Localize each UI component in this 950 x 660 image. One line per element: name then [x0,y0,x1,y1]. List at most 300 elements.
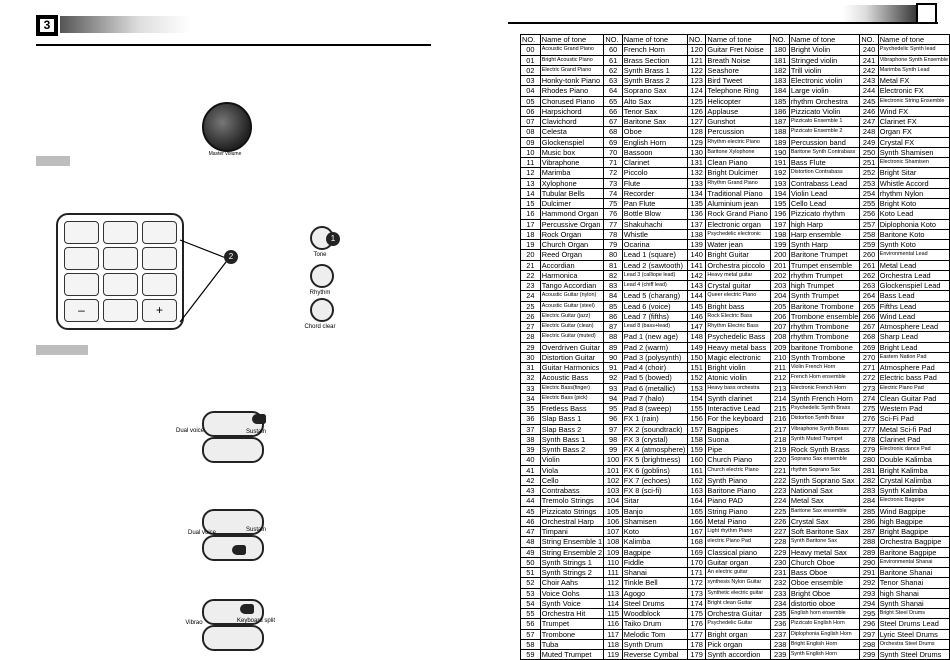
tone-number: 152 [688,373,706,383]
table-row [521,598,950,608]
tone-number: 83 [604,281,622,291]
tone-number: 290 [860,557,878,567]
tone-number: 299 [860,650,878,660]
tone-number: 171 [688,568,706,578]
tone-name: Clarinet Pad [878,434,949,444]
tone-name: Xylophone [540,178,604,188]
tone-number: 266 [860,311,878,321]
tone-number: 185 [771,96,789,106]
tone-name: Taiko Drum [622,619,687,629]
tone-number: 283 [860,486,878,496]
tone-name: Magic electronic [706,352,771,362]
tone-number: 222 [771,475,789,485]
tone-number: 16 [521,209,541,219]
tone-number: 78 [604,229,622,239]
tone-number: 95 [604,404,622,414]
tone-name: Reed Organ [540,250,604,260]
tone-number: 88 [604,332,622,342]
tone-name: Bagpipes [706,424,771,434]
tone-name: Trill violin [789,65,860,75]
tone-number: 284 [860,496,878,506]
tone-name: Electric Bass (pick) [540,393,604,403]
tone-number: 216 [771,414,789,424]
keyboard-split-button-bottom[interactable] [202,625,264,651]
column-header-name: Name of tone [540,35,604,45]
tone-name: Chorused Piano [540,96,604,106]
tone-name: Bright English Horn [789,639,860,649]
tone-number: 76 [604,209,622,219]
tone-name: Organ FX [878,127,949,137]
tone-name: Synth Muted Trumpet [789,434,860,444]
rhythm-button[interactable] [310,264,334,288]
callout-2-hand: 2 [224,250,238,264]
tone-number: 54 [521,598,541,608]
tone-name: Orchestra Guitar [706,609,771,619]
table-row [521,86,950,96]
tone-number: 74 [604,188,622,198]
tone-number: 232 [771,578,789,588]
tone-name: Interactive Lead [706,404,771,414]
tone-name: Synth Soprano Sax [789,475,860,485]
tone-name: Pan Flute [622,199,687,209]
tone-name: Violin Lead [789,188,860,198]
tone-number: 159 [688,445,706,455]
left-page [0,0,470,660]
tone-name: Choir Aahs [540,578,604,588]
tone-number: 81 [604,260,622,270]
tone-name: Viola [540,465,604,475]
tone-name: FX 5 (brightness) [622,455,687,465]
tone-name: Cello Lead [789,199,860,209]
tone-number: 117 [604,629,622,639]
keyboard-split-label: Keyboard split [236,618,276,624]
tone-number: 144 [688,291,706,301]
column-header-name: Name of tone [789,35,860,45]
tone-number: 153 [688,383,706,393]
tone-number: 42 [521,475,541,485]
tone-number: 217 [771,424,789,434]
tone-number: 127 [688,117,706,127]
table-row [521,516,950,526]
tone-number: 69 [604,137,622,147]
sustain-button-bottom[interactable] [202,437,264,463]
tone-name: Slap Bass 2 [540,424,604,434]
tone-name: Atonic violin [706,373,771,383]
tone-name: Lead 3 (calliope lead) [622,270,687,280]
tone-name: Guitar Fret Noise [706,45,771,55]
keypad-key[interactable] [103,273,138,296]
tone-number: 160 [688,455,706,465]
tone-number: 260 [860,250,878,260]
table-row [521,557,950,567]
tone-name: Synth Trombone [789,352,860,362]
tone-number: 119 [604,650,622,660]
table-row [521,486,950,496]
tone-name: Synth Baritone Sax [789,537,860,547]
table-row [521,434,950,444]
table-row [521,363,950,373]
tone-number: 242 [860,65,878,75]
tone-number: 277 [860,424,878,434]
tone-number: 268 [860,332,878,342]
tone-name: Electric Bass(finger) [540,383,604,393]
chord-clear-button[interactable] [310,298,334,322]
tone-name: Church electric Piano [706,465,771,475]
tone-name: Psychedelic Synth lead [878,45,949,55]
tone-number: 296 [860,619,878,629]
tone-name: Electric Guitar (jazz) [540,311,604,321]
tone-number: 281 [860,465,878,475]
tone-name: Acoustic Guitar (nylon) [540,291,604,301]
tone-number: 33 [521,383,541,393]
table-row [521,55,950,65]
tone-number: 167 [688,527,706,537]
tone-number: 63 [604,76,622,86]
tone-name: Clarinet FX [878,117,949,127]
tone-name: Slap Bass 1 [540,414,604,424]
tone-number: 15 [521,199,541,209]
tone-number: 197 [771,219,789,229]
tone-name: FX 1 (rain) [622,414,687,424]
tone-name: English Horn [622,137,687,147]
tone-name: Synth Voice [540,598,604,608]
tone-name: Electronic Bagpipe [878,496,949,506]
tone-name: Metal FX [878,76,949,86]
tone-number: 255 [860,199,878,209]
tone-name: Wind Lead [878,311,949,321]
tone-name: Heavy metal Sax [789,547,860,557]
tone-name: Tinkle Bell [622,578,687,588]
tone-label: Tone [313,252,327,258]
tone-number: 194 [771,188,789,198]
tone-number: 245 [860,96,878,106]
keypad-key[interactable] [64,221,99,244]
tone-number: 25 [521,301,541,311]
tone-name: Oboe [622,127,687,137]
tone-name: Fretless Bass [540,404,604,414]
tone-name: Bright organ [706,629,771,639]
tone-number: 29 [521,342,541,352]
tone-name: Crystal guitar [706,281,771,291]
tone-name: Vibraphone Synth Ensemble [878,55,949,65]
tone-name: Reverse Cymbal [622,650,687,660]
tone-name: Bird Tweet [706,76,771,86]
tone-number: 269 [860,342,878,352]
tone-name: Koto Lead [878,209,949,219]
tone-name: Orchestra Bagpipe [878,537,949,547]
tone-name: Koto [622,527,687,537]
tone-number: 98 [604,434,622,444]
tone-number: 196 [771,209,789,219]
table-row [521,168,950,178]
tone-number: 235 [771,609,789,619]
tone-number: 257 [860,219,878,229]
tone-number: 140 [688,250,706,260]
tone-name: Fifths Lead [878,301,949,311]
tone-name: Bright bass [706,301,771,311]
tone-number: 49 [521,547,541,557]
tone-number: 68 [604,127,622,137]
tone-number: 298 [860,639,878,649]
tone-number: 201 [771,260,789,270]
tone-name: rhythm Soprano Sax [789,465,860,475]
tone-name: Celesta [540,127,604,137]
tone-number: 211 [771,363,789,373]
tone-name: Distortion Contrabass [789,168,860,178]
tone-name: FX 4 (atmosphere) [622,445,687,455]
tone-name: Rhythm Grand Piano [706,178,771,188]
tone-number: 166 [688,516,706,526]
tone-name: Metal Lead [878,260,949,270]
tone-number: 92 [604,373,622,383]
tone-name: Lead 1 (square) [622,250,687,260]
tone-name: Synth Trumpet [789,291,860,301]
tone-number: 234 [771,598,789,608]
header-gradient-bar [843,5,918,22]
tone-number: 130 [688,147,706,157]
tone-name: Brass Section [622,55,687,65]
tone-number: 121 [688,55,706,65]
keypad-key[interactable] [103,221,138,244]
keypad-key[interactable] [103,247,138,270]
tone-number: 170 [688,557,706,567]
tone-number: 163 [688,486,706,496]
tone-number: 26 [521,311,541,321]
tone-number: 237 [771,629,789,639]
tone-number: 101 [604,465,622,475]
tone-name: Trombone [540,629,604,639]
tone-number: 17 [521,219,541,229]
tone-number: 219 [771,445,789,455]
column-header-no: NO. [771,35,789,45]
tone-name: An electric guitar [706,568,771,578]
tone-name: Synth Brass 2 [622,76,687,86]
tone-name: Honky-tonk Piano [540,76,604,86]
tone-name: Trombone ensemble [790,311,859,321]
tone-number: 225 [771,506,789,516]
tone-number: 18 [521,229,541,239]
tone-name: Clavichord [540,117,604,127]
tone-name: Rock Synth Brass [789,445,860,455]
tone-number: 65 [604,96,622,106]
tone-name: Oboe ensemble [789,578,860,588]
tone-number: 183 [771,76,789,86]
tone-number: 41 [521,465,541,475]
tone-number: 191 [771,158,789,168]
tone-number: 47 [521,527,541,537]
tone-number: 190 [771,147,789,157]
tone-number: 182 [771,65,789,75]
table-row [521,588,950,598]
tone-name: baritone Trombone [789,342,860,352]
table-row [521,45,950,55]
tone-number: 64 [604,86,622,96]
tone-name: Light rhythm Piano [706,527,771,537]
tone-number: 138 [688,229,706,239]
tone-number: 291 [860,568,878,578]
tone-name: Ocarina [622,240,687,250]
tone-number: 251 [860,158,878,168]
tone-name: Cello [540,475,604,485]
keypad-key[interactable] [142,273,177,296]
tone-name: Applause [706,106,771,116]
tone-number: 172 [688,578,706,588]
tone-number: 116 [604,619,622,629]
tone-number: 175 [688,609,706,619]
tone-number: 122 [688,65,706,75]
tone-number: 13 [521,178,541,188]
table-row [521,578,950,588]
tone-name: Gunshot [706,117,771,127]
tone-number: 192 [771,168,789,178]
tone-name: Electric Guitar (muted) [540,332,604,342]
table-row [521,322,950,332]
tone-name: Baritone Xylophone [706,147,771,157]
tone-table-header [521,35,950,45]
tone-name: FX 2 (soundtrack) [622,424,687,434]
tone-name: Electric Piano Pad [878,383,949,393]
tone-name: Synth Kalimba [878,486,949,496]
tone-name: Pad 2 (warm) [622,342,687,352]
keypad-plus-key[interactable]: + [142,299,177,322]
tone-name: Baritone Koto [878,229,949,239]
tone-name: high Shanai [878,588,949,598]
table-row [521,147,950,157]
column-header-name: Name of tone [622,35,687,45]
tone-name: Alto Sax [622,96,687,106]
table-row [521,209,950,219]
table-row [521,650,950,660]
keypad-key[interactable] [142,247,177,270]
tone-name: Psychedelic Bass [706,332,771,342]
tone-number: 123 [688,76,706,86]
tone-name: Bright Sitar [878,168,949,178]
tone-number: 215 [771,404,789,414]
tone-number: 90 [604,352,622,362]
table-row [521,465,950,475]
right-page [508,0,950,660]
tone-number: 259 [860,240,878,250]
header-rule [36,44,431,46]
tone-number: 278 [860,434,878,444]
tone-name: Baritone Synth Contrabass [789,147,860,157]
keypad-key[interactable] [142,221,177,244]
tone-name: Rhythm electric Piano [706,137,771,147]
tone-name: Baritone Trombone [789,301,860,311]
tone-name: high Harp [789,219,860,229]
tone-name: Acoustic Grand Piano [540,45,604,55]
tone-number: 36 [521,414,541,424]
tone-number: 162 [688,475,706,485]
tone-name: rhythm Nylon [878,188,949,198]
tone-number: 09 [521,137,541,147]
tone-number: 209 [771,342,789,352]
tone-name: Shamisen [622,516,687,526]
tone-name: Tubular Bells [540,188,604,198]
tone-name: Synth Drum [622,639,687,649]
tone-name: Lead 5 (charang) [622,291,687,301]
tone-number: 220 [771,455,789,465]
tone-number: 73 [604,178,622,188]
tone-name: Synth Strings 1 [540,557,604,567]
tone-name: Overdriven Guitar [540,342,604,352]
keypad-key[interactable] [64,273,99,296]
tone-number: 40 [521,455,541,465]
table-row [521,281,950,291]
tone-number: 204 [771,291,789,301]
tone-name: Vibraphone Synth Brass [789,424,860,434]
keypad-minus-key[interactable]: – [64,299,99,322]
tone-number: 236 [771,619,789,629]
tone-number: 276 [860,414,878,424]
tone-name: Synth Bass 1 [540,434,604,444]
tone-number: 148 [688,332,706,342]
column-header-name: Name of tone [878,35,949,45]
tone-number: 254 [860,188,878,198]
tone-name: Violin [540,455,604,465]
tone-name: Pipe [706,445,771,455]
table-row [521,311,950,321]
tone-name: Psychedelic Synth Brass [789,404,860,414]
tone-name: Synth Shamisen [878,147,949,157]
tone-name: Helicopter [706,96,771,106]
tone-name: Electric Grand Piano [540,65,604,75]
keypad-key[interactable] [64,247,99,270]
tone-name: Pizzicato English Horn [789,619,860,629]
tone-number: 195 [771,199,789,209]
tone-name: FX 3 (crystal) [622,434,687,444]
tone-name: Synth Bass 2 [540,445,604,455]
tone-number: 38 [521,434,541,444]
page-number-box [36,15,58,36]
tone-number: 243 [860,76,878,86]
tone-name: high Trumpet [789,281,860,291]
tone-number: 46 [521,516,541,526]
tone-name: Rock Electric Bass [706,311,771,321]
tone-number: 205 [771,301,789,311]
tone-number: 147 [688,322,706,332]
tone-name: Electric bass Pad [878,373,949,383]
tone-name: Bright Lead [878,342,949,352]
tone-name: Synth Harp [789,240,860,250]
master-volume-knob[interactable] [202,102,252,152]
tone-name: Orchestra piccolo [706,260,771,270]
tone-name: Bright Kalimba [878,465,949,475]
keypad-key[interactable] [103,299,138,322]
tone-name: Bright Violin [789,45,860,55]
tone-name: Church Organ [540,240,604,250]
tone-number: 11 [521,158,541,168]
tone-number: 229 [771,547,789,557]
table-row [521,414,950,424]
tone-number: 198 [771,229,789,239]
tone-number: 104 [604,496,622,506]
tone-name: Atmosphere Pad [878,363,949,373]
table-row [521,537,950,547]
tone-name: Diplophonia Koto [878,219,949,229]
tone-name: Environmental Lead [878,250,949,260]
tone-number: 35 [521,404,541,414]
tone-number: 210 [771,352,789,362]
tone-number: 224 [771,496,789,506]
tone-number: 161 [688,465,706,475]
table-row [521,609,950,619]
tone-number: 252 [860,168,878,178]
tone-name: Electric Guitar (clean) [540,322,604,332]
tone-number: 111 [604,568,622,578]
tone-name: Bright Bagpipe [878,527,949,537]
tone-name: Glockenspiel Lead [878,281,949,291]
